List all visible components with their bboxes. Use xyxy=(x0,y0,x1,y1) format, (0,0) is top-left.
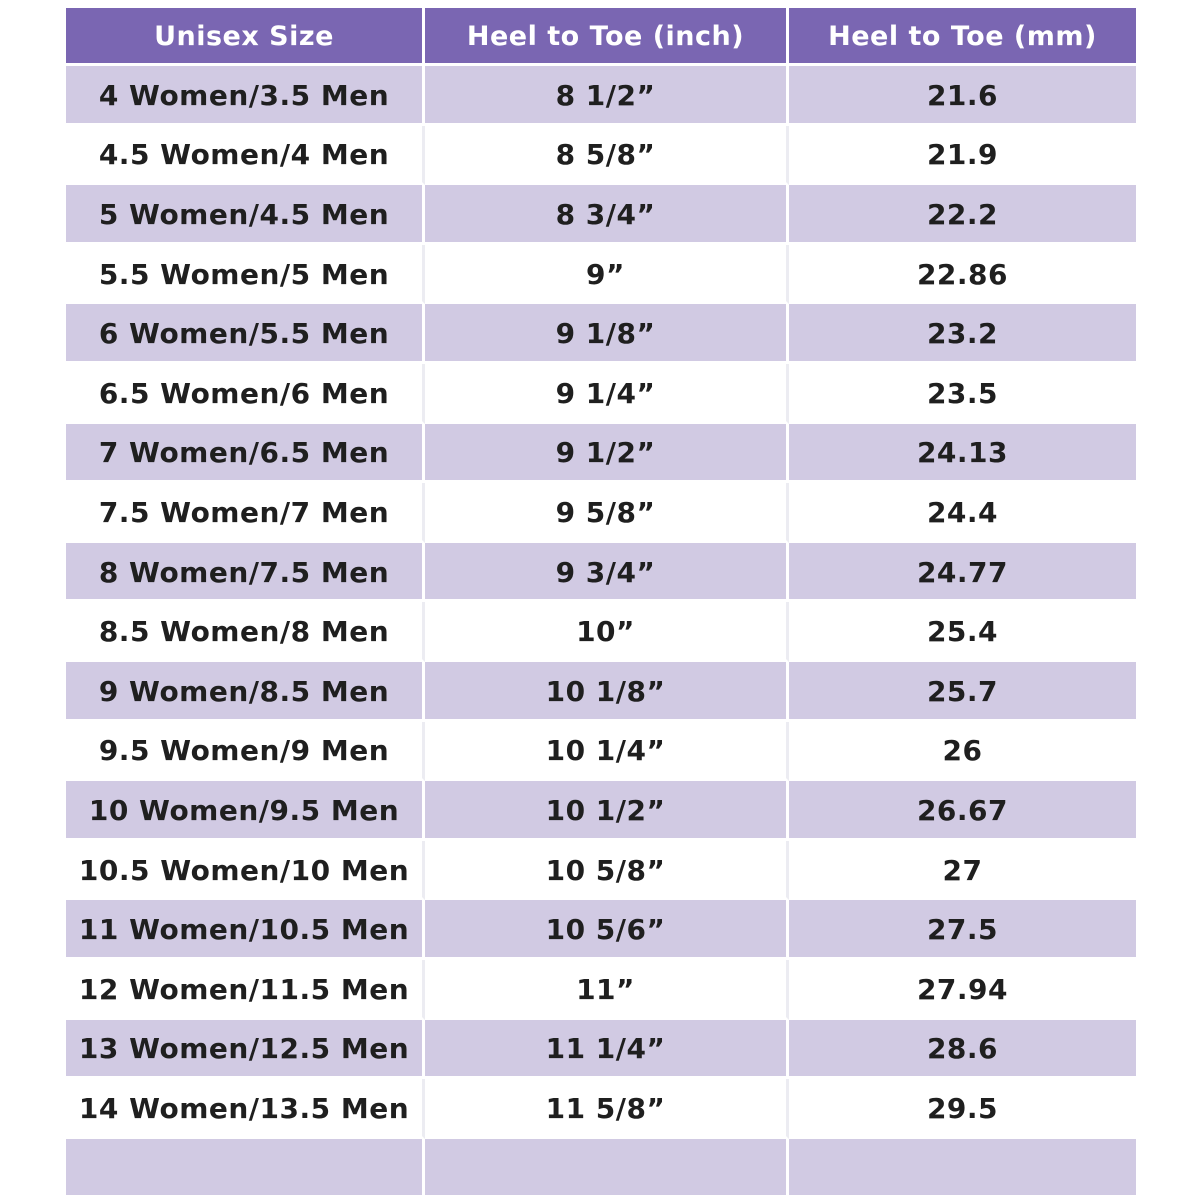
mm-cell: 27.94 xyxy=(789,960,1136,1020)
inch-cell: 8 5/8” xyxy=(425,126,789,186)
inch-cell: 10 1/8” xyxy=(425,662,789,722)
size-cell: 8.5 Women/8 Men xyxy=(66,602,425,662)
inch-cell: 9 1/4” xyxy=(425,364,789,424)
inch-cell: 10 5/8” xyxy=(425,841,789,901)
size-cell: 8 Women/7.5 Men xyxy=(66,543,425,603)
size-chart-table xyxy=(66,8,1136,1196)
mm-cell: 22.2 xyxy=(789,185,1136,245)
inch-cell: 9” xyxy=(425,245,789,305)
mm-cell: 22.86 xyxy=(789,245,1136,305)
inch-cell: 10 1/4” xyxy=(425,722,789,782)
inch-cell: 8 3/4” xyxy=(425,185,789,245)
inch-cell: 9 5/8” xyxy=(425,483,789,543)
mm-cell: 27.5 xyxy=(789,900,1136,960)
size-cell: 13 Women/12.5 Men xyxy=(66,1020,425,1080)
size-cell: 7.5 Women/7 Men xyxy=(66,483,425,543)
size-cell: 5 Women/4.5 Men xyxy=(66,185,425,245)
mm-cell: 26 xyxy=(789,722,1136,782)
inch-cell: 9 1/2” xyxy=(425,424,789,484)
inch-cell: 10” xyxy=(425,602,789,662)
mm-cell: 29.5 xyxy=(789,1079,1136,1139)
size-cell xyxy=(66,1139,425,1199)
mm-cell: 28.6 xyxy=(789,1020,1136,1080)
column-header-heel-to-toe-mm: Heel to Toe (mm) xyxy=(789,8,1136,66)
mm-cell: 21.6 xyxy=(789,66,1136,126)
column-header-heel-to-toe-inch: Heel to Toe (inch) xyxy=(425,8,789,66)
mm-cell: 25.4 xyxy=(789,602,1136,662)
mm-cell: 23.2 xyxy=(789,304,1136,364)
mm-cell: 27 xyxy=(789,841,1136,901)
column-header-unisex-size: Unisex Size xyxy=(66,8,425,66)
size-cell: 6.5 Women/6 Men xyxy=(66,364,425,424)
inch-cell: 8 1/2” xyxy=(425,66,789,126)
size-cell: 5.5 Women/5 Men xyxy=(66,245,425,305)
size-cell: 14 Women/13.5 Men xyxy=(66,1079,425,1139)
inch-cell: 11 5/8” xyxy=(425,1079,789,1139)
size-cell: 9 Women/8.5 Men xyxy=(66,662,425,722)
mm-cell: 24.77 xyxy=(789,543,1136,603)
inch-cell xyxy=(425,1139,789,1199)
inch-cell: 11” xyxy=(425,960,789,1020)
size-cell: 4.5 Women/4 Men xyxy=(66,126,425,186)
mm-cell: 25.7 xyxy=(789,662,1136,722)
inch-cell: 9 3/4” xyxy=(425,543,789,603)
mm-cell xyxy=(789,1139,1136,1199)
inch-cell: 9 1/8” xyxy=(425,304,789,364)
inch-cell: 11 1/4” xyxy=(425,1020,789,1080)
inch-cell: 10 1/2” xyxy=(425,781,789,841)
size-cell: 10 Women/9.5 Men xyxy=(66,781,425,841)
mm-cell: 21.9 xyxy=(789,126,1136,186)
size-cell: 9.5 Women/9 Men xyxy=(66,722,425,782)
inch-cell: 10 5/6” xyxy=(425,900,789,960)
mm-cell: 24.13 xyxy=(789,424,1136,484)
size-cell: 4 Women/3.5 Men xyxy=(66,66,425,126)
size-cell: 7 Women/6.5 Men xyxy=(66,424,425,484)
mm-cell: 23.5 xyxy=(789,364,1136,424)
size-cell: 10.5 Women/10 Men xyxy=(66,841,425,901)
size-cell: 12 Women/11.5 Men xyxy=(66,960,425,1020)
mm-cell: 26.67 xyxy=(789,781,1136,841)
mm-cell: 24.4 xyxy=(789,483,1136,543)
size-cell: 11 Women/10.5 Men xyxy=(66,900,425,960)
size-cell: 6 Women/5.5 Men xyxy=(66,304,425,364)
